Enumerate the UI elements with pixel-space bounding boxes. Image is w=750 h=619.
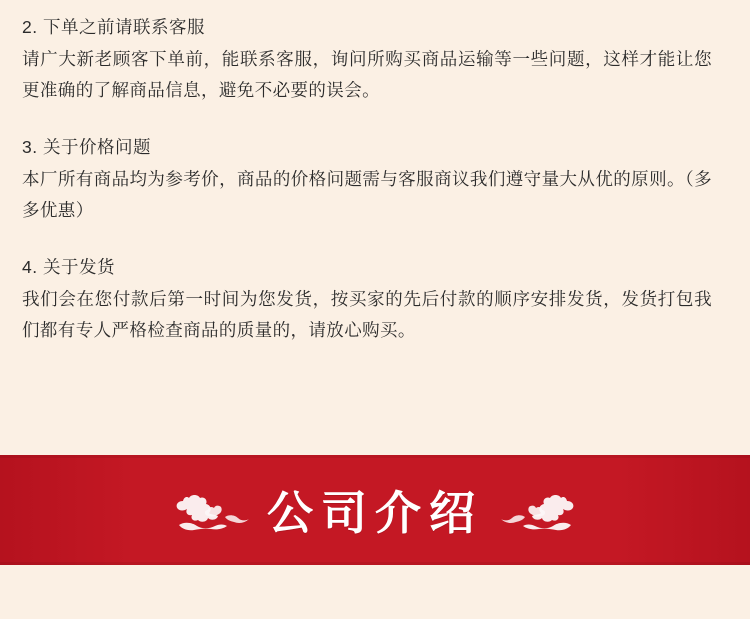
- policy-section-pricing: [22, 132, 728, 226]
- cloud-ornament-left-icon: [175, 487, 261, 533]
- section-body: 请广大新老顾客下单前，能联系客服，询问所购买商品运输等一些问题，这样才能让您更准确的了解商品信息，避免不必要的误会。: [22, 49, 712, 100]
- policy-section-shipping: [22, 252, 728, 346]
- company-intro-banner: [0, 455, 750, 565]
- cloud-ornament-right-icon: [489, 487, 575, 533]
- section-body: 本厂所有商品均为参考价，商品的价格问题需与客服商议我们遵守量大从优的原则。（多多优惠）: [22, 169, 712, 220]
- section-title: 3. 关于价格问题: [22, 137, 151, 157]
- banner-title: 公司介绍: [267, 488, 483, 539]
- footer-spacer: [0, 565, 750, 619]
- section-body: 我们会在您付款后第一时间为您发货，按买家的先后付款的顺序安排发货，发货打包我们都有专人严格检查商品的质量的，请放心购买。: [22, 289, 712, 340]
- banner-content: [0, 455, 750, 565]
- section-title: 2. 下单之前请联系客服: [22, 17, 205, 37]
- policy-text-block: [22, 0, 728, 346]
- section-title: 4. 关于发货: [22, 257, 115, 277]
- policy-section-contact-service: [22, 12, 728, 106]
